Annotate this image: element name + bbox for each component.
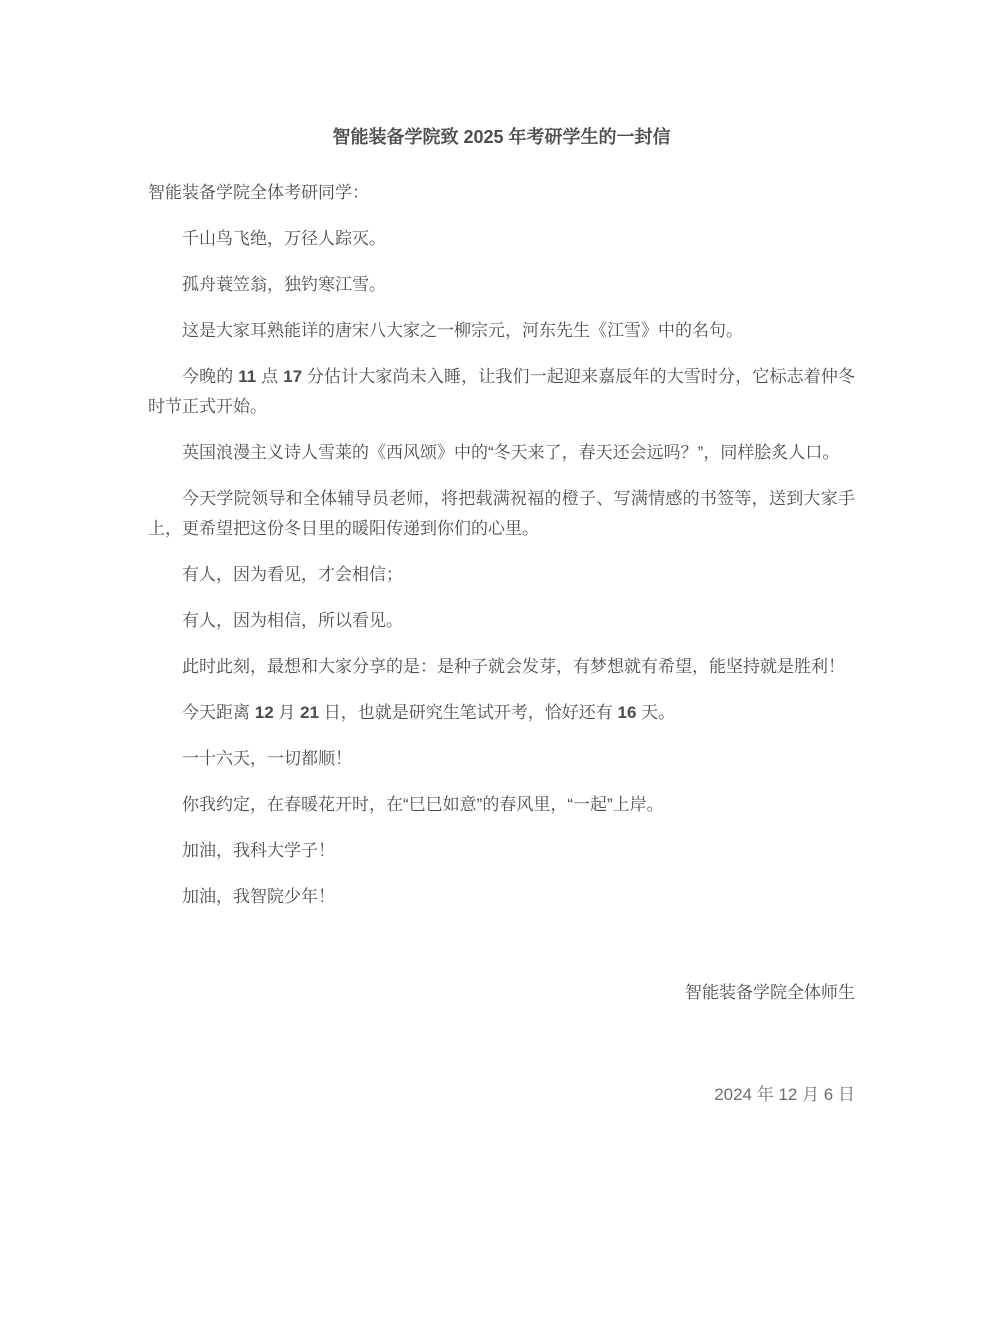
letter-content: [148, 127, 855, 1110]
letter-paragraph: 孤舟蓑笠翁，独钓寒江雪。: [182, 275, 386, 294]
letter-paragraph: 此时此刻，最想和大家分享的是：是种子就会发芽，有梦想就有希望，能坚持就是胜利！: [182, 657, 845, 676]
letter-paragraph: 今晚的 11 点 17 分估计大家尚未入睡，让我们一起迎来嘉辰年的大雪时分，它标志着仲冬时节正式开始。: [148, 367, 855, 416]
letter-paragraph: 这是大家耳熟能详的唐宋八大家之一柳宗元，河东先生《江雪》中的名句。: [182, 321, 743, 340]
letter-title: 智能装备学院致 2025 年考研学生的一封信: [332, 127, 671, 147]
letter-paragraph: 今天学院领导和全体辅导员老师，将把载满祝福的橙子、写满情感的书签等，送到大家手上，更希望把这份冬日里的暖阳传递到你们的心里。: [148, 489, 855, 538]
letter-paragraph: 千山鸟飞绝，万径人踪灭。: [182, 229, 386, 248]
letter-paragraph: 加油，我科大学子！: [182, 841, 335, 860]
letter-salutation: 智能装备学院全体考研同学：: [148, 183, 369, 202]
letter-paragraph: 有人，因为相信，所以看见。: [182, 611, 403, 630]
letter-paragraph: 一十六天，一切都顺！: [182, 749, 352, 768]
letter-date: 2024 年 12 月 6 日: [714, 1085, 855, 1104]
letter-paragraph: 英国浪漫主义诗人雪莱的《西风颂》中的“冬天来了，春天还会远吗？”，同样脍炙人口。: [182, 443, 840, 462]
letter-paragraph: 有人，因为看见，才会相信；: [182, 565, 403, 584]
letter-signature: 智能装备学院全体师生: [685, 983, 855, 1002]
letter-paragraph: 加油，我智院少年！: [182, 887, 335, 906]
letter-paragraph: 你我约定，在春暖花开时，在“巳巳如意”的春风里，“一起”上岸。: [182, 795, 664, 814]
letter-paragraph: 今天距离 12 月 21 日，也就是研究生笔试开考，恰好还有 16 天。: [182, 703, 676, 722]
